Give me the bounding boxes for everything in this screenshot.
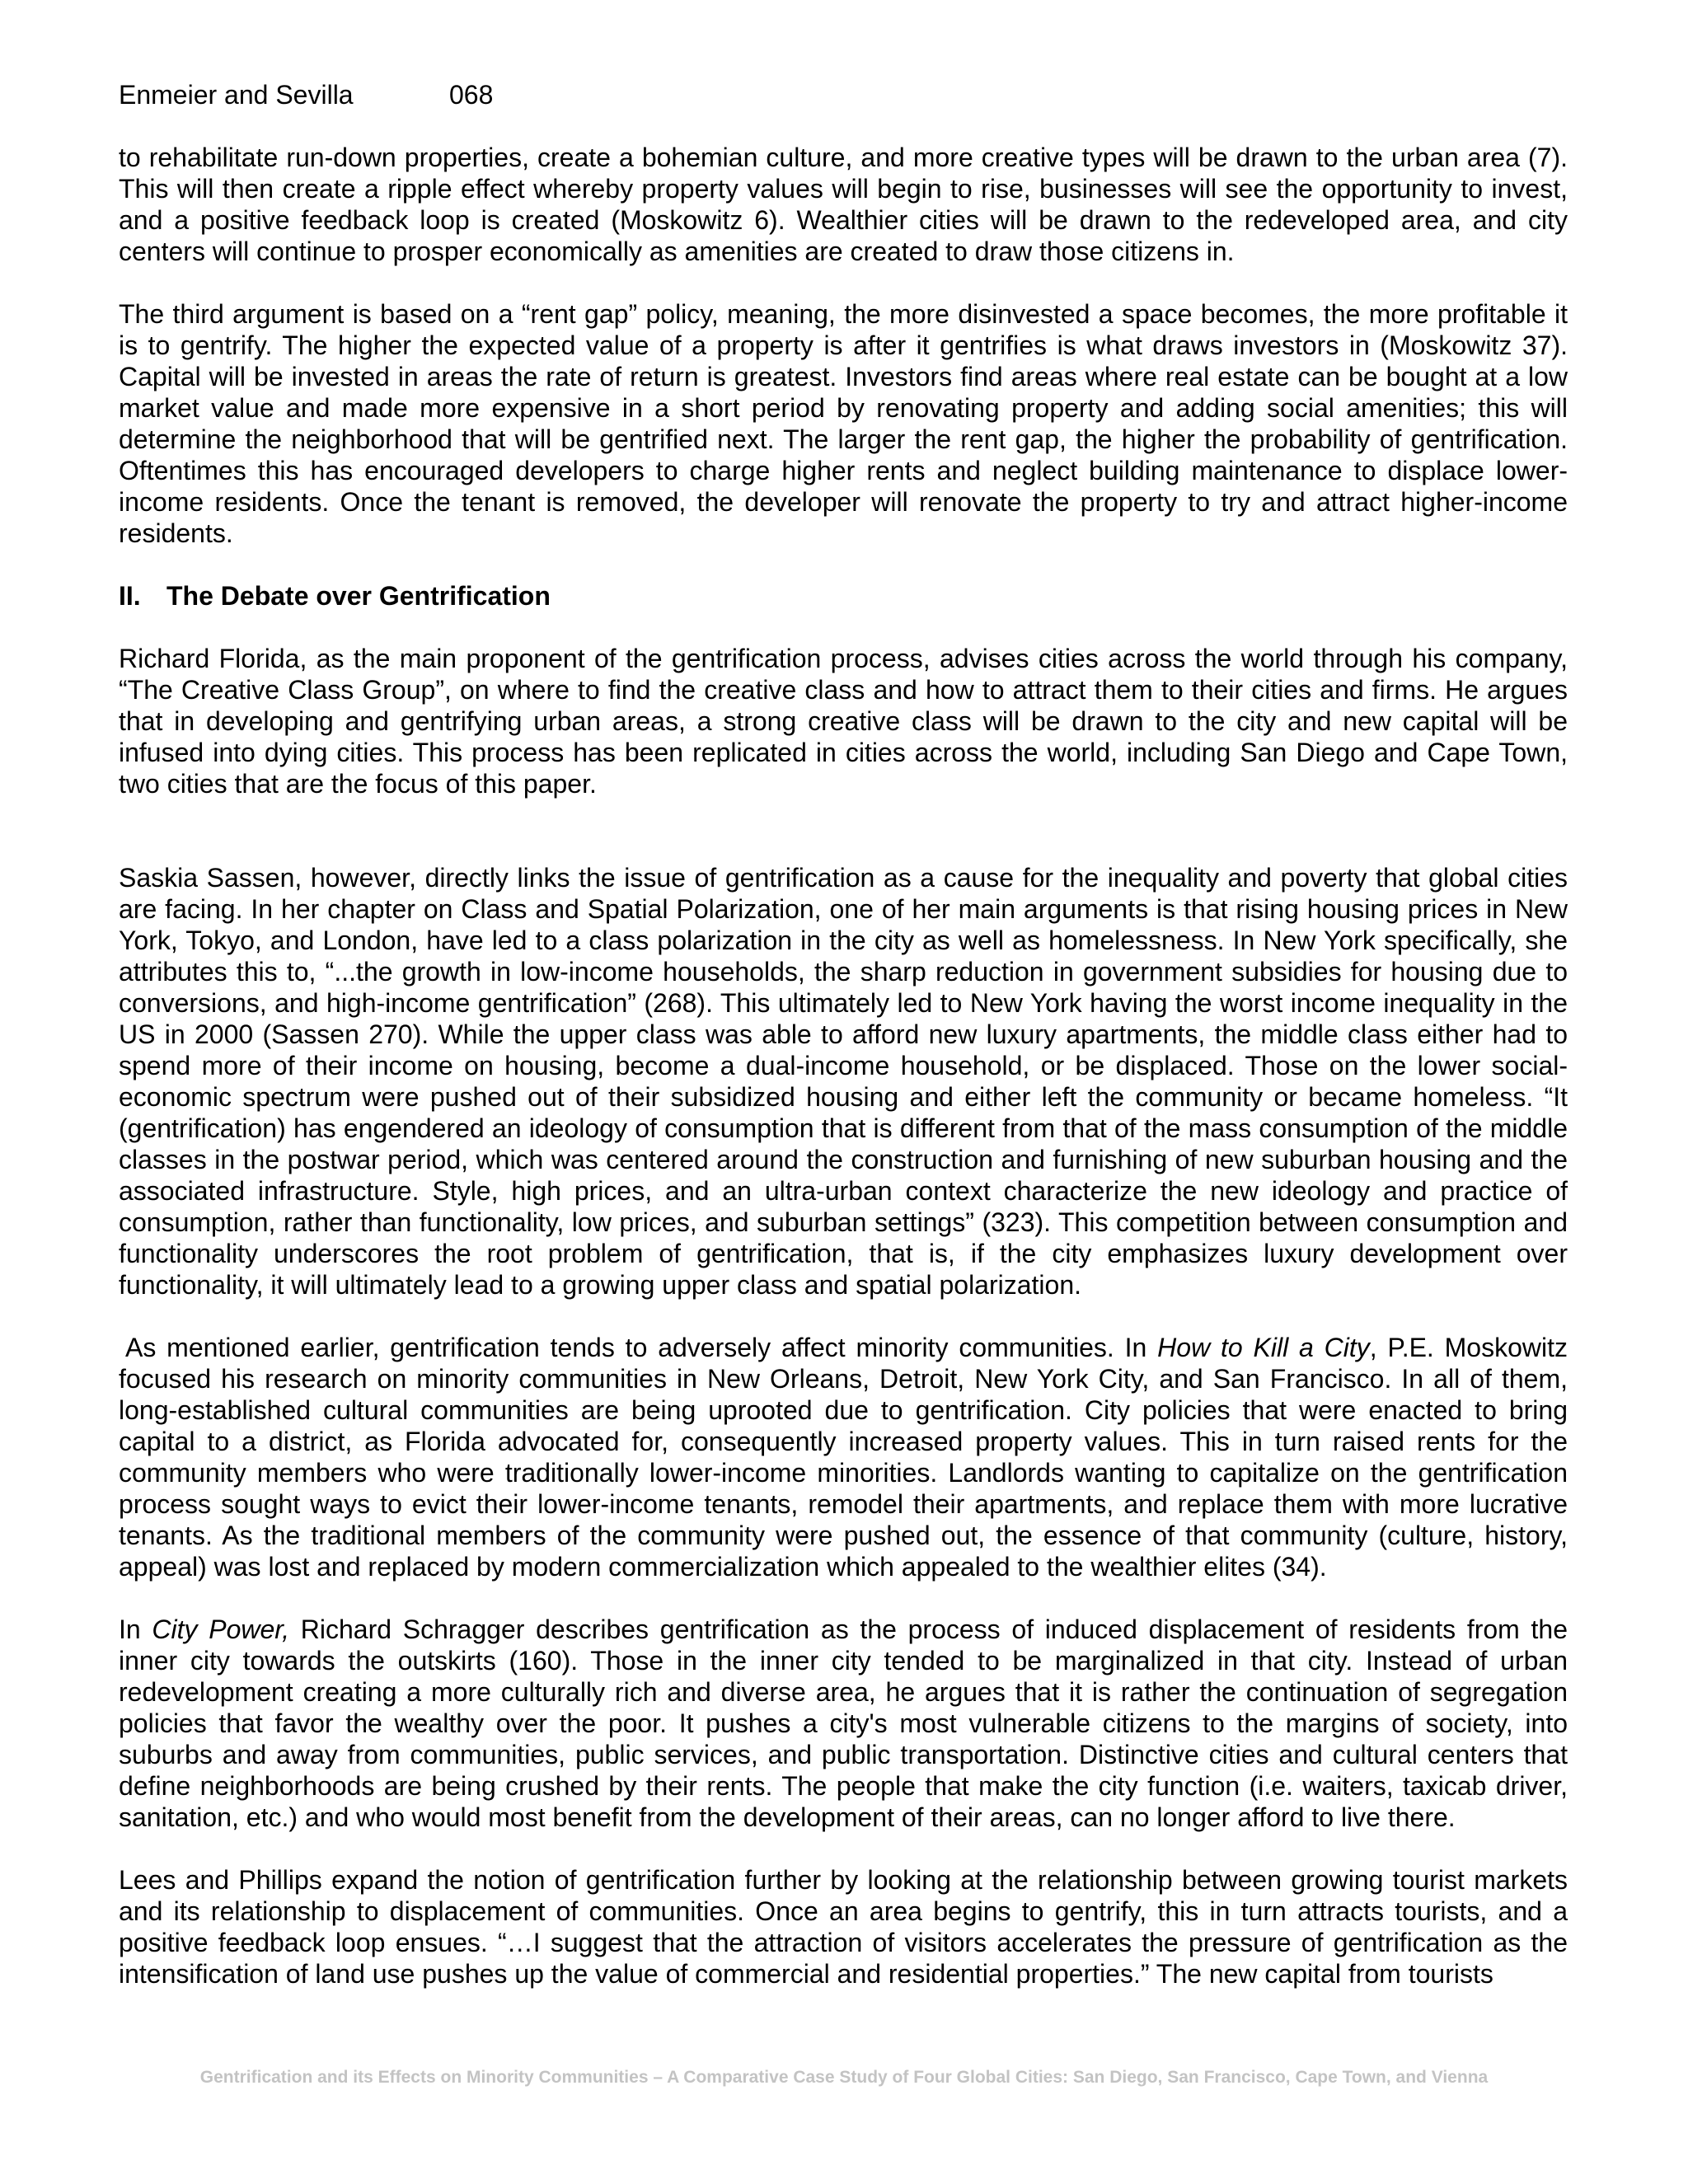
paragraph-7: Lees and Phillips expand the notion of gentrification further by looking at the relationship between growing tourist markets and its relationship to displacement of communities. Once an area begins to gentrify, this in turn attracts tourists, and a positive feedback loop ensues. “…I suggest that the attraction of visitors accelerates the pressure of gentrification as the intensification of land use pushes up the value of commercial and residential properties.” The new capital from tourists (119, 1865, 1568, 1989)
paragraph-6 (119, 1614, 1568, 1833)
section-heading (119, 580, 1568, 612)
section-number: II. (119, 581, 141, 611)
paragraph-5-book-title: How to Kill a City (1157, 1333, 1370, 1362)
paragraph-5-text-after: , P.E. Moskowitz focused his research on minority communities in New Orleans, Detroit, New York City, and San Francisco. In all of them, long-established cultural communities are being uprooted due to gentrification. City policies that were enacted to bring capital to a district, as Florida advocated for, consequently increased property values. This in turn raised rents for the community members who were traditionally lower-income minorities. Landlords wanting to capitalize on the gentrification process sought ways to evict their lower-income tenants, remodel their apartments, and replace them with more lucrative tenants. As the traditional members of the community were pushed out, the essence of that community (culture, history, appeal) was lost and replaced by modern commercialization which appealed to the wealthier elites (34). (119, 1333, 1568, 1582)
paragraph-5-text-before: As mentioned earlier, gentrification tends to adversely affect minority communities. In (125, 1333, 1158, 1362)
paragraph-6-book-title: City Power, (152, 1615, 290, 1644)
page-footer: Gentrification and its Effects on Minority Communities – A Comparative Case Study of Four Global Cities: San Diego, San Francisco, Cape Town, and Vienna (199, 2068, 1489, 2087)
paragraph-4: Saskia Sassen, however, directly links the issue of gentrification as a cause for the inequality and poverty that global cities are facing. In her chapter on Class and Spatial Polarization, one of her main arguments is that rising housing prices in New York, Tokyo, and London, have led to a class polarization in the city as well as homelessness. In New York specifically, she attributes this to, “...the growth in low-income households, the sharp reduction in government subsidies for housing due to conversions, and high-income gentrification” (268). This ultimately led to New York having the worst income inequality in the US in 2000 (Sassen 270). While the upper class was able to afford new luxury apartments, the middle class either had to spend more of their income on housing, become a dual-income household, or be displaced. Those on the lower social-economic spectrum were pushed out of their subsidized housing and either left the community or became homeless. “It (gentrification) has engendered an ideology of consumption that is different from that of the mass consumption of the middle classes in the postwar period, which was centered around the construction and furnishing of new suburban housing and the associated infrastructure. Style, high prices, and an ultra-urban context characterize the new ideology and practice of consumption, rather than functionality, low prices, and suburban settings” (323). This competition between consumption and functionality underscores the root problem of gentrification, that is, if the city emphasizes luxury development over functionality, it will ultimately lead to a growing upper class and spatial polarization. (119, 863, 1568, 1300)
header-authors: Enmeier and Sevilla (119, 80, 354, 110)
header-page-number: 068 (449, 80, 494, 110)
paragraph-6-text-before: In (119, 1615, 152, 1644)
paragraph-1: to rehabilitate run-down properties, create a bohemian culture, and more creative types will be drawn to the urban area (7). This will then create a ripple effect whereby property values will begin to rise, businesses will see the opportunity to invest, and a positive feedback loop is created (Moskowitz 6). Wealthier cities will be drawn to the redeveloped area, and city centers will continue to prosper economically as amenities are created to draw those citizens in. (119, 143, 1568, 266)
body-text (119, 142, 1568, 1990)
running-head (119, 79, 494, 110)
paragraph-3: Richard Florida, as the main proponent of the gentrification process, advises cities across the world through his company, “The Creative Class Group”, on where to find the creative class and how to attract them to their cities and firms. He argues that in developing and gentrifying urban areas, a strong creative class will be drawn to the city and new capital will be infused into dying cities. This process has been replicated in cities across the world, including San Diego and Cape Town, two cities that are the focus of this paper. (119, 644, 1568, 799)
paragraph-5 (119, 1332, 1568, 1582)
paragraph-2: The third argument is based on a “rent gap” policy, meaning, the more disinvested a space becomes, the more profitable it is to gentrify. The higher the expected value of a property is after it gentrifies is what draws investors in (Moskowitz 37). Capital will be invested in areas the rate of return is greatest. Investors find areas where real estate can be bought at a low market value and made more expensive in a short period by renovating property and adding social amenities; this will determine the neighborhood that will be gentrified next. The larger the rent gap, the higher the probability of gentrification. Oftentimes this has encouraged developers to charge higher rents and neglect building maintenance to displace lower-income residents. Once the tenant is removed, the developer will renovate the property to try and attract higher-income residents. (119, 299, 1568, 548)
paragraph-6-text-after: Richard Schragger describes gentrification as the process of induced displacement of residents from the inner city towards the outskirts (160). Those in the inner city tended to be marginalized in that city. Instead of urban redevelopment creating a more culturally rich and diverse area, he argues that it is rather the continuation of segregation policies that favor the wealthy over the poor. It pushes a city's most vulnerable citizens to the margins of society, into suburbs and away from communities, public services, and public transportation. Distinctive cities and cultural centers that define neighborhoods are being crushed by their rents. The people that make the city function (i.e. waiters, taxicab driver, sanitation, etc.) and who would most benefit from the development of their areas, can no longer afford to live there. (119, 1615, 1568, 1832)
section-title: The Debate over Gentrification (166, 581, 551, 611)
